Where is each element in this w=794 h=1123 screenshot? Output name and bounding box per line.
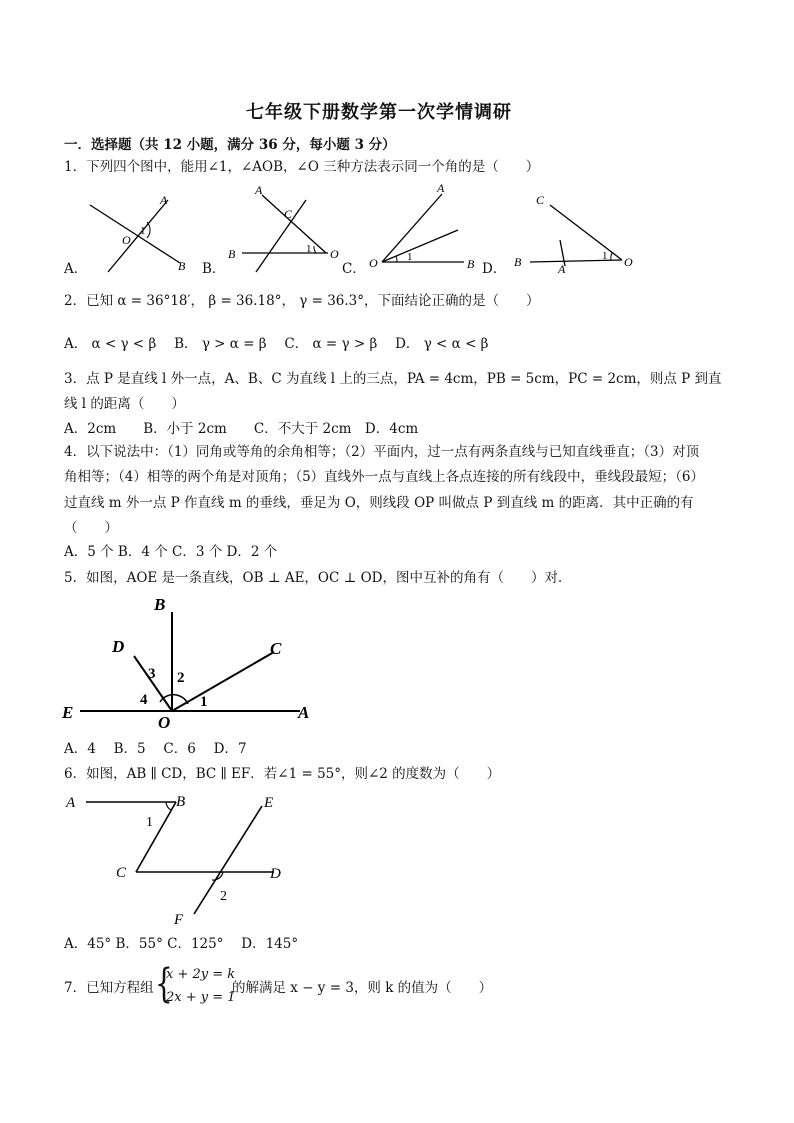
q1b-label-c: C xyxy=(284,207,293,221)
page-title: 七年级下册数学第一次学情调研 xyxy=(246,102,512,123)
q7-suffix: 的解满足 x − y = 3，则 k 的值为（ ） xyxy=(232,980,493,996)
q1-option-d: D． xyxy=(482,261,507,277)
section-heading: 一．选择题（共 12 小题，满分 36 分，每小题 3 分） xyxy=(64,137,396,153)
q1d-label-o: O xyxy=(624,255,633,269)
q5-label-2: 2 xyxy=(177,670,185,686)
q1-figures xyxy=(60,180,740,280)
q5-label-d: D xyxy=(112,637,125,656)
q4-stem-line1: 4．以下说法中：（1）同角或等角的余角相等；（2）平面内，过一点有两条直线与已知直线垂直；（3）对顶 xyxy=(64,444,700,460)
q1a-label-b: B xyxy=(178,259,186,273)
q1d-label-1: 1 xyxy=(602,250,608,262)
q6-stem: 6．如图，AB ∥ CD，BC ∥ EF．若∠1 = 55°，则∠2 的度数为（ ） xyxy=(64,766,501,782)
q1c-label-a: A xyxy=(437,181,445,195)
q1b-label-b: B xyxy=(228,247,236,261)
q3-stem-line2: 线 l 的距离（ ） xyxy=(64,396,185,412)
q5-label-e: E xyxy=(62,703,74,722)
q4-options: A．5 个 B．4 个 C．3 个 D．2 个 xyxy=(64,544,278,560)
q4-stem-line4: （ ） xyxy=(64,520,118,536)
q4-stem-line3: 过直线 m 外一点 P 作直线 m 的垂线，垂足为 O，则线段 OP 叫做点 P 到直线 m 的距离．其中正确的有 xyxy=(64,495,694,511)
q3-options: A．2cm B．小于 2cm C．不大于 2cm D．4cm xyxy=(64,421,419,437)
q6-figure xyxy=(60,788,310,930)
q2-options: A． α < γ < β B． γ > α = β C． α = γ > β D． γ < α < β xyxy=(64,336,489,352)
q6-label-e: E xyxy=(264,795,274,811)
q6-label-2: 2 xyxy=(220,889,227,904)
q6-label-b: B xyxy=(176,794,186,810)
q7-equation-1: x + 2y = k xyxy=(166,967,236,982)
q1b-label-o: O xyxy=(330,247,339,261)
q1-figure-d xyxy=(514,193,633,276)
q7-equation-2: 2x + y = 1 xyxy=(166,990,236,1005)
q5-figure xyxy=(60,590,330,730)
q4-stem-line2: 角相等；（4）相等的两个角是对顶角；（5）直线外一点与直线上各点连接的所有线段中，垂线段最短；（6） xyxy=(64,469,705,485)
q6-options: A．45° B．55° C．125° D．145° xyxy=(64,936,299,952)
q5-label-3: 3 xyxy=(148,666,156,682)
q1-figure-b xyxy=(228,183,339,272)
q1-figure-a xyxy=(90,193,186,273)
q5-options: A．4 B．5 C．6 D．7 xyxy=(64,741,247,757)
q1d-label-a: A xyxy=(558,262,566,276)
q1b-label-1: 1 xyxy=(306,243,312,255)
q7-brace: { xyxy=(155,961,173,1007)
q5-stem: 5．如图，AOE 是一条直线，OB ⊥ AE，OC ⊥ OD，图中互补的角有（ ）对． xyxy=(64,570,572,586)
q7-prefix: 7．已知方程组 xyxy=(64,980,154,996)
q3-stem-line1: 3．点 P 是直线 l 外一点，A、B、C 为直线 l 上的三点，PA = 4cm，PB = 5cm，PC = 2cm，则点 P 到直 xyxy=(64,371,722,387)
q5-label-1: 1 xyxy=(200,694,208,710)
q1-option-b: B． xyxy=(202,261,226,277)
q1-stem: 1．下列四个图中，能用∠1，∠AOB，∠O 三种方法表示同一个角的是（ ） xyxy=(64,159,540,175)
q5-label-c: C xyxy=(270,639,282,658)
q1-option-a: A． xyxy=(64,261,88,277)
q5-label-a: A xyxy=(298,703,310,722)
q1d-label-b: B xyxy=(514,255,522,269)
q5-label-b: B xyxy=(154,595,166,614)
q1a-label-o: O xyxy=(122,233,131,247)
q1-figure-c xyxy=(369,181,475,271)
q6-label-a: A xyxy=(66,795,76,811)
q1c-label-o: O xyxy=(369,256,378,270)
q6-label-d: D xyxy=(270,866,281,882)
q6-label-f: F xyxy=(174,912,184,928)
q1-option-c: C． xyxy=(342,261,366,277)
q5-label-o: O xyxy=(158,713,171,730)
q6-label-1: 1 xyxy=(146,815,153,830)
q1a-label-a: A xyxy=(160,193,168,207)
q1d-label-c: C xyxy=(536,193,545,207)
q1c-label-b: B xyxy=(467,257,475,271)
q5-label-4: 4 xyxy=(140,692,148,708)
q6-label-c: C xyxy=(116,865,127,881)
q1c-label-1: 1 xyxy=(407,251,413,263)
q2-stem: 2．已知 α = 36°18′， β = 36.18°， γ = 36.3°，下面结论正确的是（ ） xyxy=(64,293,540,309)
q1b-label-a: A xyxy=(255,183,263,197)
q1a-label-1: 1 xyxy=(140,225,146,237)
